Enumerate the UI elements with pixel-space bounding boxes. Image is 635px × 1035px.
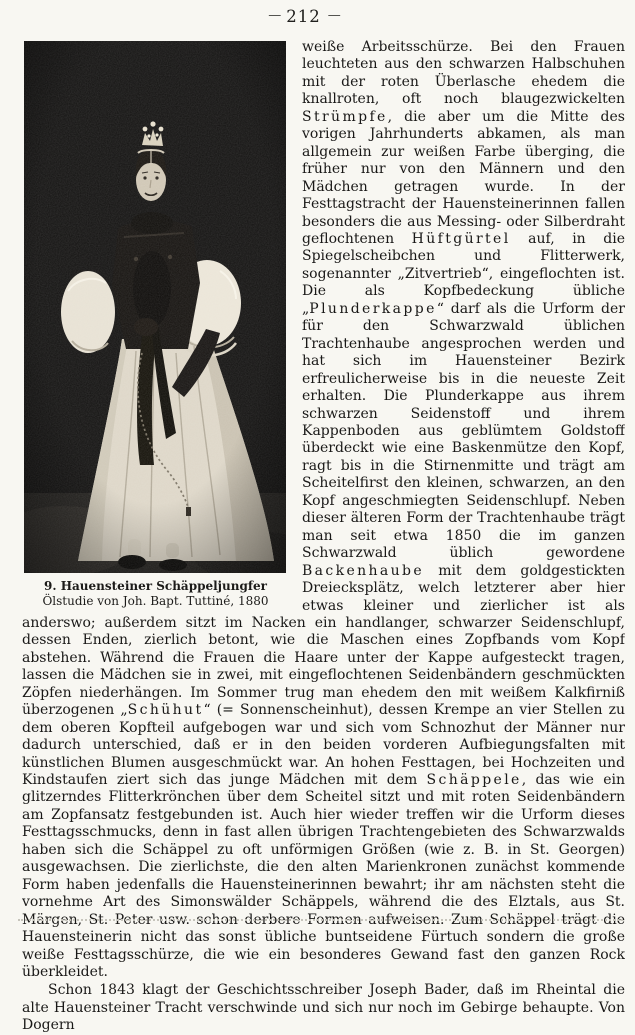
figure-caption-credit: Ölstudie von Joh. Bapt. Tuttiné, 1880: [42, 594, 269, 608]
page-content: [22, 39, 625, 1035]
figure-caption-title: 9. Hauensteiner Schäppeljungfer: [43, 579, 267, 593]
header-dash-right: —: [327, 8, 339, 23]
header-dash-left: —: [268, 8, 280, 23]
page-header: [22, 7, 585, 26]
page-number: 212: [286, 7, 321, 26]
costume-photo: [24, 41, 286, 573]
photo-figure: [24, 41, 287, 609]
figure-caption: [24, 579, 287, 609]
costume-photo-illustration: [24, 41, 286, 573]
scan-artifact-dots: [18, 919, 623, 921]
paragraph-costume-description: weiße Arbeitsschürze. Bei den Frauen leuchteten aus den schwarzen Halbschuhen mit der roten Überlasche ehedem die knallroten, oft noch blaugezwickelten Strümpfe, die aber um die Mitte des vorigen Jahrhunderts abkamen, als man allgemein zur weißen Farbe überging, die früher nur von den Männern und den Mädchen getragen wurde. In der Festtagstracht der Hauensteinerinnen fallen besonders die aus Messing- oder Silberdraht geflochtenen Hüftgürtel auf, in die Spiegelscheibchen und Flitterwerk, sogenannter „Zitvertrieb“, eingeflochten ist. Die als Kopfbedeckung übliche „Plunderkappe“ darf als die Urform der für den Schwarzwald üblichen Trachtenhaube angesprochen werden und hat sich im Hauensteiner Bezirk erfreulicherweise bis in die neueste Zeit erhalten. Die Plunderkappe aus ihrem schwarzen Seidenstoff und ihrem Kappenboden aus geblümtem Goldstoff überdeckt wie eine Baskenmütze den Kopf, ragt bis in die Stirnenmitte und trägt am Scheitelfirst den kleinen, schwarzen, an den Kopf angeschmiegten Seidenschlupf. Neben dieser älteren Form der Trachtenhaube trägt man seit etwa 1850 die im ganzen Schwarzwald üblich gewordene Backenhaube mit dem goldgestickten Dreiecksplätz, welch letzterer aber hier etwas kleiner und zierlicher ist als anderswo; außerdem sitzt im Nacken ein handlanger, schwarzer Seidenschlupf, dessen Enden, zierlich betont, wie die Maschen eines Zopfbands vom Kopf abstehen. Während die Frauen die Haare unter der Kappe aufgesteckt tragen, lassen die Mädchen sie in zwei, mit eingeflochtenen Seidenbändern geschmückten Zöpfen niederhängen. Im Sommer trug man ehedem den mit weißem Kalkfirniß überzogenen „Schühut“ (= Sonnenscheinhut), dessen Krempe an vier Stellen zu dem oberen Kopfteil aufgebogen war und sich vom Schnozhut der Männer nur dadurch unterschied, daß er in den beiden vorderen Aufbiegungsfalten mit künstlichen Blumen ausgeschmückt war. An hohen Festtagen, bei Hochzeiten und Kindstaufen ziert sich das junge Mädchen mit dem Schäppele, das wie ein glitzerndes Flitterkrönchen über dem Scheitel sitzt und mit roten Seidenbändern am Zopfansatz festgebunden ist. Auch hier wieder treffen wir die Urform dieses Festtagsschmucks, denn in fast allen übrigen Trachtengebieten des Schwarzwalds haben sich die Schäppel zu oft unförmigen Größen (wie z. B. in St. Georgen) ausgewachsen. Die zierlichste, die den alten Marienkronen zunächst kommende Form haben jedenfalls die Hauensteinerinnen bewahrt; ihr am nächsten steht die vornehme Art des Simonswälder Schäppels, während die des Elztals, aus St. Märgen, St. Peter usw. schon derbere Formen aufweisen. Zum Schäppel trägt die Hauensteinerin nicht das sonst übliche buntseidene Fürtuch sondern die große weiße Festtagsschürze, die wie ein besonderes Gewand fast den ganzen Rock überkleidet.: [22, 39, 625, 981]
paragraph-bader-quote: Schon 1843 klagt der Geschichtsschreiber Joseph Bader, daß im Rheintal die alte Hauensteiner Tracht verschwinde und sich nur noch im Gebirge behaupte. Von Dogern: [22, 982, 625, 1034]
